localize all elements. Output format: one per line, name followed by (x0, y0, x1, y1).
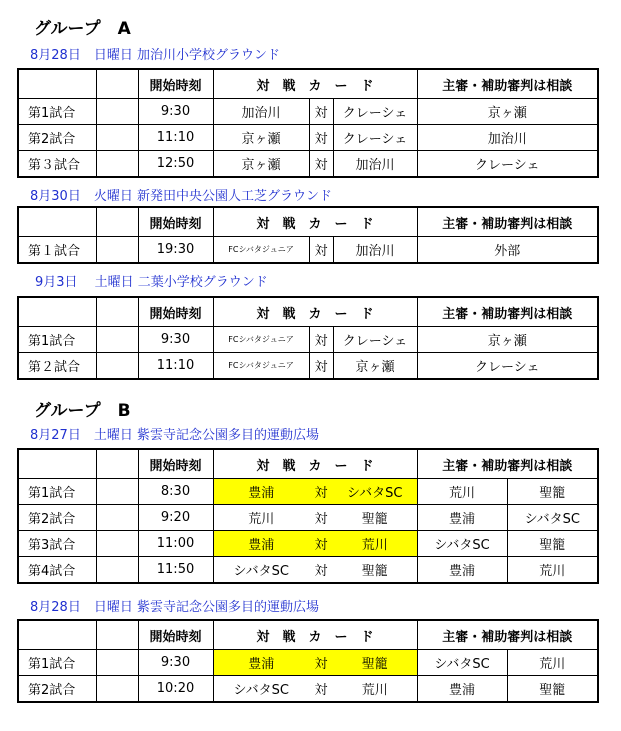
header-start-time: 開始時刻 (138, 297, 213, 327)
match-label: 第２試合 (18, 353, 96, 380)
header-match-card: 対 戦 カ ー ド (213, 207, 417, 237)
match-label: 第1試合 (18, 327, 96, 353)
header-start-time: 開始時刻 (138, 449, 213, 479)
match-label: 第1試合 (18, 650, 96, 676)
vs-label: 対 (309, 99, 333, 125)
table-row (18, 237, 598, 264)
referee-team-2: 聖籠 (507, 676, 598, 703)
referee-team-2: 荒川 (507, 557, 598, 584)
blank-cell (96, 125, 138, 151)
match-time: 8:30 (138, 479, 213, 505)
vs-label: 対 (309, 676, 333, 703)
blank-cell (96, 99, 138, 125)
home-team: FCシバタジュニア (213, 327, 309, 353)
away-team: 聖籠 (333, 557, 417, 584)
home-team: 荒川 (213, 505, 309, 531)
away-team: 聖籠 (333, 505, 417, 531)
blank-cell (96, 676, 138, 703)
blank-cell (96, 353, 138, 380)
table-row (18, 327, 598, 353)
away-team: シバタSC (333, 479, 417, 505)
match-label: 第2試合 (18, 125, 96, 151)
table-header-row (18, 620, 598, 650)
blank-cell (96, 151, 138, 178)
referee-team-1: シバタSC (417, 650, 507, 676)
away-team: クレーシェ (333, 125, 417, 151)
header-blank (18, 69, 96, 99)
match-time: 19:30 (138, 237, 213, 264)
group-b-title: グループ B (34, 401, 131, 421)
match-time: 9:30 (138, 327, 213, 353)
blank-cell (96, 531, 138, 557)
vs-label: 対 (309, 505, 333, 531)
vs-label: 対 (309, 327, 333, 353)
venue-a3: 9月3日 土曜日 二葉小学校グラウンド (35, 275, 268, 290)
vs-label: 対 (309, 237, 333, 264)
header-match-card: 対 戦 カ ー ド (213, 620, 417, 650)
header-start-time: 開始時刻 (138, 620, 213, 650)
match-time: 12:50 (138, 151, 213, 178)
referee-team-1: 豊浦 (417, 557, 507, 584)
blank-cell (96, 237, 138, 264)
home-team: 京ヶ瀬 (213, 125, 309, 151)
header-match-card: 対 戦 カ ー ド (213, 449, 417, 479)
header-blank (18, 620, 96, 650)
header-referee: 主審・補助審判は相談 (417, 297, 598, 327)
blank-cell (96, 505, 138, 531)
vs-label: 対 (309, 353, 333, 380)
home-team: シバタSC (213, 676, 309, 703)
match-label: 第３試合 (18, 151, 96, 178)
schedule-table-a3 (17, 296, 599, 380)
match-label: 第1試合 (18, 479, 96, 505)
table-header-row (18, 297, 598, 327)
header-blank (18, 207, 96, 237)
table-row (18, 479, 598, 505)
table-row (18, 99, 598, 125)
blank-cell (96, 557, 138, 584)
header-referee: 主審・補助審判は相談 (417, 69, 598, 99)
group-a-title: グループ A (34, 19, 131, 39)
referee-team-1: 豊浦 (417, 676, 507, 703)
match-label: 第2試合 (18, 676, 96, 703)
match-label: 第2試合 (18, 505, 96, 531)
away-team: 聖籠 (333, 650, 417, 676)
away-team: クレーシェ (333, 327, 417, 353)
header-referee: 主審・補助審判は相談 (417, 620, 598, 650)
match-label: 第１試合 (18, 237, 96, 264)
referee-team-1: 豊浦 (417, 505, 507, 531)
home-team: 加治川 (213, 99, 309, 125)
home-team: シバタSC (213, 557, 309, 584)
header-referee: 主審・補助審判は相談 (417, 207, 598, 237)
table-header-row (18, 69, 598, 99)
match-time: 9:20 (138, 505, 213, 531)
header-blank (96, 297, 138, 327)
header-blank (96, 620, 138, 650)
referee-team: クレーシェ (417, 151, 598, 178)
match-label: 第1試合 (18, 99, 96, 125)
referee-team: 加治川 (417, 125, 598, 151)
referee-team: 外部 (417, 237, 598, 264)
header-match-card: 対 戦 カ ー ド (213, 69, 417, 99)
vs-label: 対 (309, 151, 333, 178)
home-team: FCシバタジュニア (213, 353, 309, 380)
referee-team-1: 荒川 (417, 479, 507, 505)
away-team: 加治川 (333, 237, 417, 264)
referee-team-2: 荒川 (507, 650, 598, 676)
match-time: 10:20 (138, 676, 213, 703)
away-team: クレーシェ (333, 99, 417, 125)
header-blank (18, 297, 96, 327)
referee-team: 京ヶ瀬 (417, 327, 598, 353)
home-team: 京ヶ瀬 (213, 151, 309, 178)
table-row (18, 676, 598, 703)
venue-b1: 8月27日 土曜日 紫雲寺記念公園多目的運動広場 (30, 428, 319, 443)
venue-a2: 8月30日 火曜日 新発田中央公園人工芝グラウンド (30, 189, 332, 204)
home-team: 豊浦 (213, 479, 309, 505)
home-team: FCシバタジュニア (213, 237, 309, 264)
table-row (18, 505, 598, 531)
referee-team: 京ヶ瀬 (417, 99, 598, 125)
header-start-time: 開始時刻 (138, 69, 213, 99)
table-row (18, 557, 598, 584)
home-team: 豊浦 (213, 650, 309, 676)
referee-team-2: 聖籠 (507, 479, 598, 505)
away-team: 加治川 (333, 151, 417, 178)
match-label: 第4試合 (18, 557, 96, 584)
vs-label: 対 (309, 650, 333, 676)
header-start-time: 開始時刻 (138, 207, 213, 237)
match-time: 11:10 (138, 125, 213, 151)
away-team: 京ヶ瀬 (333, 353, 417, 380)
table-row (18, 353, 598, 380)
match-time: 9:30 (138, 99, 213, 125)
referee-team-2: シバタSC (507, 505, 598, 531)
vs-label: 対 (309, 479, 333, 505)
schedule-table-a2 (17, 206, 599, 264)
match-label: 第3試合 (18, 531, 96, 557)
home-team: 豊浦 (213, 531, 309, 557)
match-time: 11:10 (138, 353, 213, 380)
header-match-card: 対 戦 カ ー ド (213, 297, 417, 327)
table-row (18, 531, 598, 557)
schedule-table-a1 (17, 68, 599, 178)
table-header-row (18, 449, 598, 479)
blank-cell (96, 327, 138, 353)
header-blank (96, 69, 138, 99)
table-header-row (18, 207, 598, 237)
referee-team-2: 聖籠 (507, 531, 598, 557)
vs-label: 対 (309, 557, 333, 584)
referee-team-1: シバタSC (417, 531, 507, 557)
table-row (18, 125, 598, 151)
blank-cell (96, 479, 138, 505)
schedule-table-b1 (17, 448, 599, 584)
venue-b2: 8月28日 日曜日 紫雲寺記念公園多目的運動広場 (30, 600, 319, 615)
table-row (18, 151, 598, 178)
venue-a1: 8月28日 日曜日 加治川小学校グラウンド (30, 48, 280, 63)
referee-team: クレーシェ (417, 353, 598, 380)
table-row (18, 650, 598, 676)
header-blank (96, 449, 138, 479)
header-blank (18, 449, 96, 479)
vs-label: 対 (309, 531, 333, 557)
blank-cell (96, 650, 138, 676)
away-team: 荒川 (333, 531, 417, 557)
schedule-table-b2 (17, 619, 599, 703)
match-time: 11:50 (138, 557, 213, 584)
match-time: 11:00 (138, 531, 213, 557)
vs-label: 対 (309, 125, 333, 151)
header-blank (96, 207, 138, 237)
away-team: 荒川 (333, 676, 417, 703)
header-referee: 主審・補助審判は相談 (417, 449, 598, 479)
match-time: 9:30 (138, 650, 213, 676)
